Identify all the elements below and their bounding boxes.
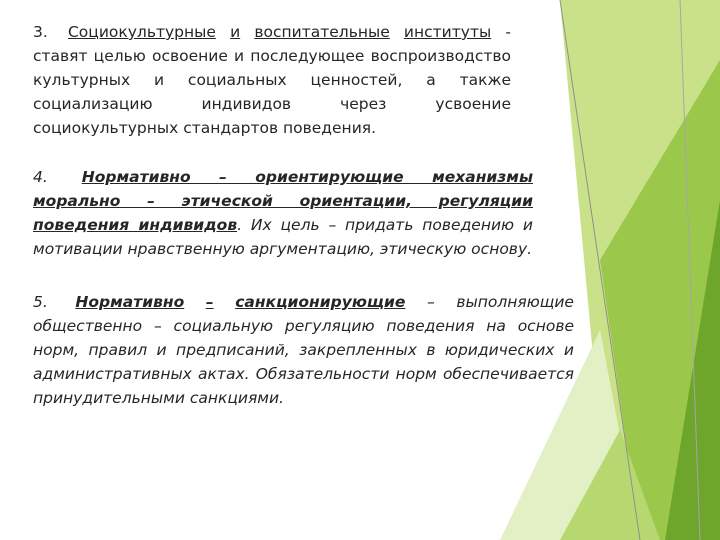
item-number: 4.	[33, 168, 48, 186]
item-5	[33, 290, 574, 410]
term-institutions: институты	[403, 23, 492, 41]
item-number: 5.	[33, 293, 48, 311]
term-sociocultural: Социокультурные	[67, 23, 216, 41]
item-heading-dash: –	[205, 293, 214, 311]
item-body: – выполняющие общественно – социальную регуляцию поведения на основе норм, правил и предписаний, закрепленных в юридических и административных актах. Обязательности норм обеспечивается принудительными санкциями.	[33, 293, 574, 407]
item-heading: Нормативно – ориентирующие механизмы морально – этической ориентации, регуляции поведения индивидов	[33, 168, 533, 234]
term-joiner: и	[230, 23, 241, 41]
item-body: . Их цель – придать поведению и мотивации нравственную аргументацию, этическую основу.	[33, 216, 533, 258]
item-4	[33, 165, 533, 261]
item-heading-sanction: санкционирующие	[235, 293, 406, 311]
term-educational: воспитательные	[254, 23, 390, 41]
item-heading-normative: Нормативно	[75, 293, 185, 311]
item-3	[33, 20, 511, 140]
item-number: 3.	[33, 23, 48, 41]
item-body: - ставят целью освоение и последующее воспроизводство культурных и социальных ценностей, а также социализацию индивидов через усвоение социокультурных стандартов поведения.	[33, 23, 511, 137]
